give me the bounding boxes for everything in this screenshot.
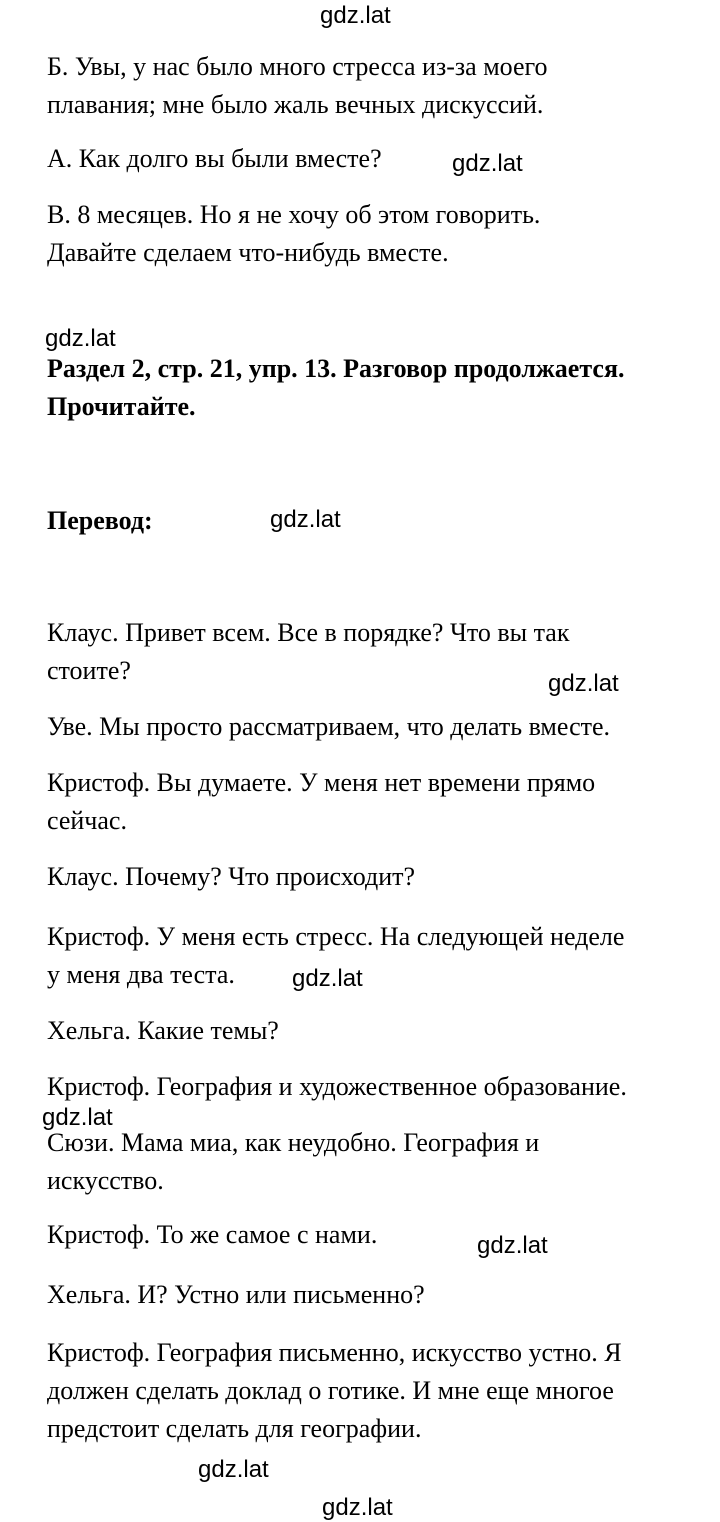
dialogue-line-christoph-3: Кристоф. География и художественное образование.	[47, 1072, 627, 1101]
watermark: gdz.lat	[45, 325, 116, 352]
dialogue-line-klaus-1: Клаус. Привет всем. Все в порядке? Что вы так стоите?	[47, 618, 570, 685]
dialogue-line-christoph-1: Кристоф. Вы думаете. У меня нет времени прямо сейчас.	[47, 768, 596, 835]
dialogue-line-uwe: Уве. Мы просто рассматриваем, что делать вместе.	[47, 712, 611, 741]
dialogue-line-susi: Сюзи. Мама миа, как неудобно. География и искусство.	[47, 1128, 540, 1195]
watermark: gdz.lat	[270, 506, 341, 533]
watermark: gdz.lat	[548, 670, 619, 697]
paragraph-b-stress: Б. Увы, у нас было много стресса из-за моего плавания; мне было жаль вечных дискуссий.	[47, 52, 548, 119]
watermark: gdz.lat	[452, 150, 523, 177]
translation-heading: Перевод:	[47, 506, 153, 535]
dialogue-line-helga-2: Хельга. И? Устно или письменно?	[47, 1280, 425, 1309]
dialogue-line-christoph-4: Кристоф. То же самое с нами.	[47, 1220, 378, 1249]
dialogue-line-christoph-2: Кристоф. У меня есть стресс. На следующей неделе у меня два теста.	[47, 922, 625, 989]
dialogue-line-christoph-5: Кристоф. География письменно, искусство устно. Я должен сделать доклад о готике. И мне еще многое предстоит сделать для географии.	[47, 1338, 622, 1443]
watermark: gdz.lat	[322, 1494, 393, 1521]
watermark: gdz.lat	[292, 965, 363, 992]
exercise-heading: Раздел 2, стр. 21, упр. 13. Разговор продолжается. Прочитайте.	[47, 354, 625, 421]
paragraph-a-how-long: А. Как долго вы были вместе?	[47, 144, 382, 173]
watermark: gdz.lat	[320, 2, 391, 29]
watermark: gdz.lat	[42, 1104, 113, 1131]
watermark: gdz.lat	[198, 1456, 269, 1483]
watermark: gdz.lat	[477, 1232, 548, 1259]
dialogue-line-helga-1: Хельга. Какие темы?	[47, 1016, 279, 1045]
paragraph-v-8-months: В. 8 месяцев. Но я не хочу об этом говорить. Давайте сделаем что-нибудь вместе.	[47, 200, 541, 267]
dialogue-line-klaus-2: Клаус. Почему? Что происходит?	[47, 862, 416, 891]
